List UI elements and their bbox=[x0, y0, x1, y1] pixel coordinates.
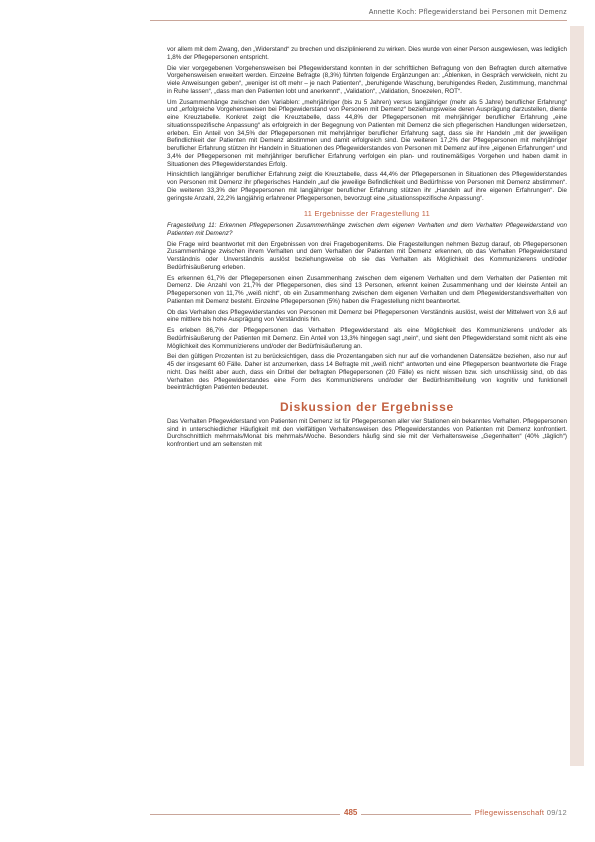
body-paragraph: Das Verhalten Pflegewiderstand von Patienten mit Demenz ist für Pflegepersonen aller vier Stationen ein bekanntes Verhalten. Pflegepersonen sind in unterschiedlicher Häufigkeit mit den vielfältigen Verhaltensweisen des Pflegewiderstandes von Patienten mit Demenz konfrontiert. Durchschnittlich mehrmals/Monat bis mehrmals/Woche. Besonders häufig sind sie mit der Verhaltensweise „Gegenhalten“ (40% „täglich“) konfrontiert und am seltensten mit bbox=[167, 417, 567, 448]
body-paragraph: Die Frage wird beantwortet mit den Ergebnissen von drei Fragebogenitems. Die Fragestellungen nehmen Bezug darauf, ob Pflegepersonen Zusammenhänge zwischen ihrem Verhalten und dem Verhalten der Patienten mit Demenz erkennen, ob das Verhalten Pflegewiderstand Verständnis oder Unverständnis auslöst beziehungsweise ob sie das Verhalten als Möglichkeit des Kommunizierens und/oder Bedürfnisäußerung erleben. bbox=[167, 240, 567, 271]
journal-title: Pflegewissenschaft bbox=[474, 808, 545, 817]
section-heading: Diskussion der Ergebnisse bbox=[279, 400, 455, 414]
margin-color-bar bbox=[570, 26, 584, 766]
body-paragraph: Es erkennen 61,7% der Pflegepersonen einen Zusammenhang zwischen dem eigenem Verhalten und dem Verhalten der Patienten mit Demenz. Die Anzahl von 21,7% der Pflegepersonen, dies sind 13 Personen, erkennt keinen Zusammenhang und der kleinste Anteil an Pflegepersonen von 11,7% „weiß nicht“, ob ein Zusammenhang zwischen dem eigenen Verhalten und dem Pflegewiderstandsverhalten von Patienten mit Demenz besteht. Einzelne Pflegepersonen (5%) haben die Fragestellung nicht beantwortet. bbox=[167, 274, 567, 305]
body-paragraph: Ob das Verhalten des Pflegewiderstandes von Personen mit Demenz bei Pflegepersonen Verständnis auslöst, weist der Mittelwert von 3,6 auf eine mittlere bis hohe Ausprägung von Verständnis hin. bbox=[167, 308, 567, 324]
body-paragraph: Die vier vorgegebenen Vorgehensweisen bei Pflegewiderstand konnten in der schriftlichen Befragung von den Befragten durch alternative Vorgehensweisen erweitert werden. Einzelne Befragte (8,3%) führten folgende Ergänzungen an: „Ablenken, in Gespräch verwickeln, nicht zu viele Anweisungen geben“, „weniger ist oft mehr – je nach Patienten“, „beruhigende Waschung, beruhigendes Reden, Zustimmung, manchmal in Ruhe lassen“, „dass man den Patienten lobt und anerkennt“, „Validation“, „Validation, Snoezelen, ROT“. bbox=[167, 64, 567, 95]
body-paragraph: Hinsichtlich langjähriger beruflicher Erfahrung zeigt die Kreuztabelle, dass 44,4% der Pflegepersonen in Situationen des Pflegewiderstandes von Personen mit Demenz ihr pflegerisches Handeln „auf die jeweilige Befindlichkeit und Bedürfnisse von Personen mit Demenz abstimmen“. Die weiteren 33,3% der Pflegepersonen mit langjähriger beruflicher Erfahrung stützen ihr „Handeln auf ihre eigenen Erfahrungen“. Die geringste Anzahl, 22,2% langjährig erfahrener Pflegepersonen, bevorzugt eine „situationsspezifische Anpassung“. bbox=[167, 171, 567, 202]
body-paragraph: vor allem mit dem Zwang, den „Widerstand“ zu brechen und disziplinierend zu wirken. Dies wurde von einer Person ausgewiesen, was lediglich 1,8% der Pflegepersonen entspricht. bbox=[167, 46, 567, 61]
header-rule bbox=[150, 20, 567, 21]
body-paragraph: Um Zusammenhänge zwischen den Variablen: „mehrjähriger (bis zu 5 Jahren) versus langjähriger (mehr als 5 Jahre) beruflicher Erfahrung“ und „erfolgreiche Vorgehensweisen bei Pflegewiderstand von Personen mit Demenz“ beziehungsweise deren Ausprägung darzustellen, diente eine Kreuztabelle. Konkret zeigt die Kreuztabelle, dass 44,8% der Pflegepersonen mit mehrjähriger beruflicher Erfahrung „eine situationsspezifische Anpassung“ als erfolgreich in der Begegnung von Patienten mit Demenz die sich pflegerischen Handlungen widersetzen, erleben. Ein Anteil von 34,5% der Pflegepersonen mit mehrjähriger beruflicher Erfahrung sagt, dass sie ihr Handeln „mit der jeweiligen Befindlichkeit der Patienten mit Demenz abstimmen und damit erfolgreich sind. Die weiteren 17,2% der Pflegepersonen mit mehrjähriger beruflicher Erfahrung stützen ihr Handeln in Situationen des Pflegewiderstandes von Personen mit Demenz auf ihre „eigenen Erfahrungen“ und 3,4% der Pflegepersonen mit mehrjähriger beruflicher Erfahrung verfolgen ein plan- und routinemäßiges Vorgehen und haben damit in Situationen des Pflegewiderstandes Erfolg. bbox=[167, 98, 567, 168]
running-title: Annette Koch: Pflegewiderstand bei Personen mit Demenz bbox=[368, 9, 567, 16]
body-paragraph: Bei den gültigen Prozenten ist zu berücksichtigen, dass die Prozentangaben sich nur auf die vorhandenen Datensätze beziehen, also nur auf 45 der insgesamt 60 Fälle. Daher ist anzumerken, dass 14 Befragte mit „weiß nicht“ antworten und eine Pflegeperson beantwortete die Frage nicht. Das heißt aber auch, dass ein Drittel der befragten Pflegepersonen (20 Fälle) es nicht wissen bzw. sich unschlüssig sind, ob das Verhalten des Pflegewiderstandes eine Form des Kommunizierens und/oder der Bedürfnismitteilung von kognitiv und funktionell beeinträchtigten Patienten bedeutet. bbox=[167, 353, 567, 392]
subsection-heading: 11 Ergebnisse der Fragestellung 11 bbox=[303, 209, 431, 219]
running-header bbox=[150, 9, 567, 16]
research-question: Fragestellung 11: Erkennen Pflegepersonen Zusammenhänge zwischen dem eigenen Verhalten und dem Verhalten Pflegewiderstand von Patienten mit Demenz? bbox=[167, 222, 567, 237]
page-footer bbox=[150, 808, 567, 822]
journal-issue: 09/12 bbox=[546, 808, 567, 817]
page-number: 485 bbox=[340, 808, 361, 817]
journal-name bbox=[471, 808, 567, 817]
article-body bbox=[167, 46, 567, 452]
body-paragraph: Es erleben 86,7% der Pflegepersonen das Verhalten Pflegewiderstand als eine Möglichkeit des Kommunizierens und/oder als Bedürfnisäußerung der Patienten mit Demenz. Ein Anteil von 13,3% hingegen sagt „nein“, und sieht den Pflegewiderstand somit nicht als eine Möglichkeit des Kommunizierens und/oder der Bedürfnisäußerung an. bbox=[167, 327, 567, 350]
